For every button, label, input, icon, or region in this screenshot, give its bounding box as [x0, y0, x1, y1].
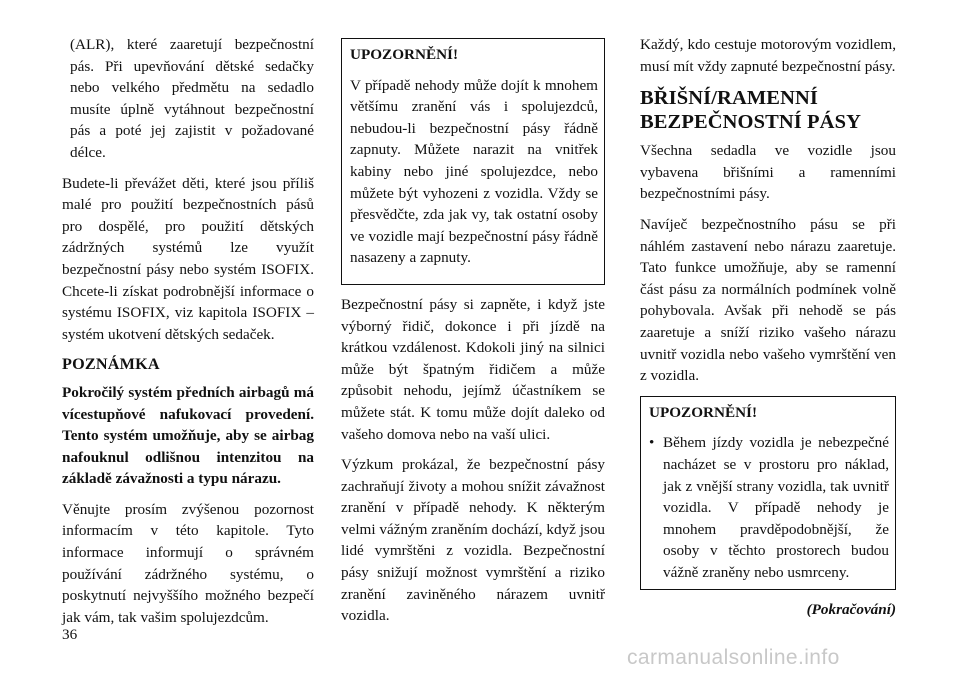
- warning-box: [341, 38, 605, 285]
- continued-label: (Pokračování): [806, 601, 896, 619]
- warning-box-cargo: [640, 396, 896, 591]
- text-column-middle: [341, 38, 605, 636]
- paragraph-lap-shoulder: Všechna sedadla ve vozidle jsou vybavena břišními a ramenními bezpečnostními pásy.: [640, 142, 896, 203]
- text-column-left: [62, 34, 314, 637]
- note-title: POZNÁMKA: [62, 355, 160, 374]
- paragraph-research: Výzkum prokázal, že bezpečnostní pásy zachraňují životy a mohou snížit závažnost zranění v případě nehody. K některým velmi vážným zraněním dochází, když jsou lidé vymrštěni z vozidla. Bezpečnostní pásy snižují možnost vymrštění a riziko zranění zaviněného nárazem uvnitř vozidla.: [341, 456, 606, 625]
- paragraph-everyone-belted: Každý, kdo cestuje motorovým vozidlem, musí mít vždy zapnuté bezpečnostní pásy.: [640, 36, 896, 75]
- paragraph-children-transport: Budete-li převážet děti, které jsou příliš malé pro použití bezpečnostních pásů pro dospělé, pro použití dětských zádržných systémů lze využít bezpečnostní pásy nebo systém ISOFIX. Chcete-li získat podrobnější informace o systému ISOFIX, viz kapitola ISOFIX – systém ukotvení dětských sedaček.: [62, 174, 314, 343]
- warning-text: V případě nehody může dojít k mnohem většímu zranění vás i spolujezdců, nebudou-li bezpečnostní pásy řádně zapnuty. Můžete narazit na vnitřek kabiny nebo jiné spolujezdce, nebo můžete být vyhozeni z vozidla. Vždy se přesvědčte, zda jak vy, tak ostatní osoby ve vozidle mají bezpečnostní pásy řádně nasazeny a zapnuty.: [350, 76, 598, 267]
- watermark: carmanualsonline.info: [627, 646, 840, 669]
- warning-bullet-text: Během jízdy vozidla je nebezpečné nacházet se v prostoru pro náklad, jak z vnější strany vozidla, tak uvnitř vozidla. V případě nehody je mnohem pravděpodobnější, že osoby v těchto prostorech budou vážně zraněny nebo usmrceny.: [663, 434, 889, 581]
- paragraph-fasten-belts: Bezpečnostní pásy si zapněte, i když jste výborný řidič, dokonce i při jízdě na krátkou vzdálenost. Kdokoli jiný na silnici může být špatným řidičem a může způsobit nehodu, jejímž účastníkem se můžete stát. K tomu může dojít daleko od vašeho domova nebo na vaší ulici.: [341, 295, 605, 443]
- note-body: Pokročilý systém předních airbagů má vícestupňové nafukovací provedení. Tento systém umožňuje, aby se airbag nafouknul odlišnou intenzitou na základě závažnosti a typu nárazu.: [62, 383, 314, 488]
- page-number: 36: [62, 626, 78, 643]
- section-heading: BŘIŠNÍ/RAMENNÍ BEZPEČNOSTNÍ PÁSY: [640, 87, 861, 134]
- warning-title: UPOZORNĚNÍ!: [350, 46, 459, 63]
- text-column-right: [640, 34, 896, 621]
- warning-bullet-item: [649, 432, 889, 583]
- paragraph-retractor: Navíječ bezpečnostního pásu se při náhlém zastavení nebo nárazu zaaretuje. Tato funkce umožňuje, aby se ramenní část pásu za normálních podmínek volně pohybovala. Avšak při nehodě se pás zaaretuje a sníží riziko vašeho nárazu uvnitř vozidla nebo vašeho vymrštění ven z vozidla.: [640, 215, 896, 385]
- warning-title: UPOZORNĚNÍ!: [649, 403, 758, 421]
- bullet-icon: •: [649, 434, 655, 452]
- paragraph-alr: (ALR), které zaaretují bezpečnostní pás. Při upevňování dětské sedačky nebo velkého předmětu na sedadlo musíte úplně vytáhnout bezpečnostní pás a poté jej zajistit v požadované délce.: [70, 36, 314, 161]
- paragraph-attention: Věnujte prosím zvýšenou pozornost informacím v této kapitole. Tyto informace informují o správném používání zádržného systému, o poskytnutí nejvyššího možného bezpečí jak vám, tak vašim spolujezdcům.: [62, 500, 314, 626]
